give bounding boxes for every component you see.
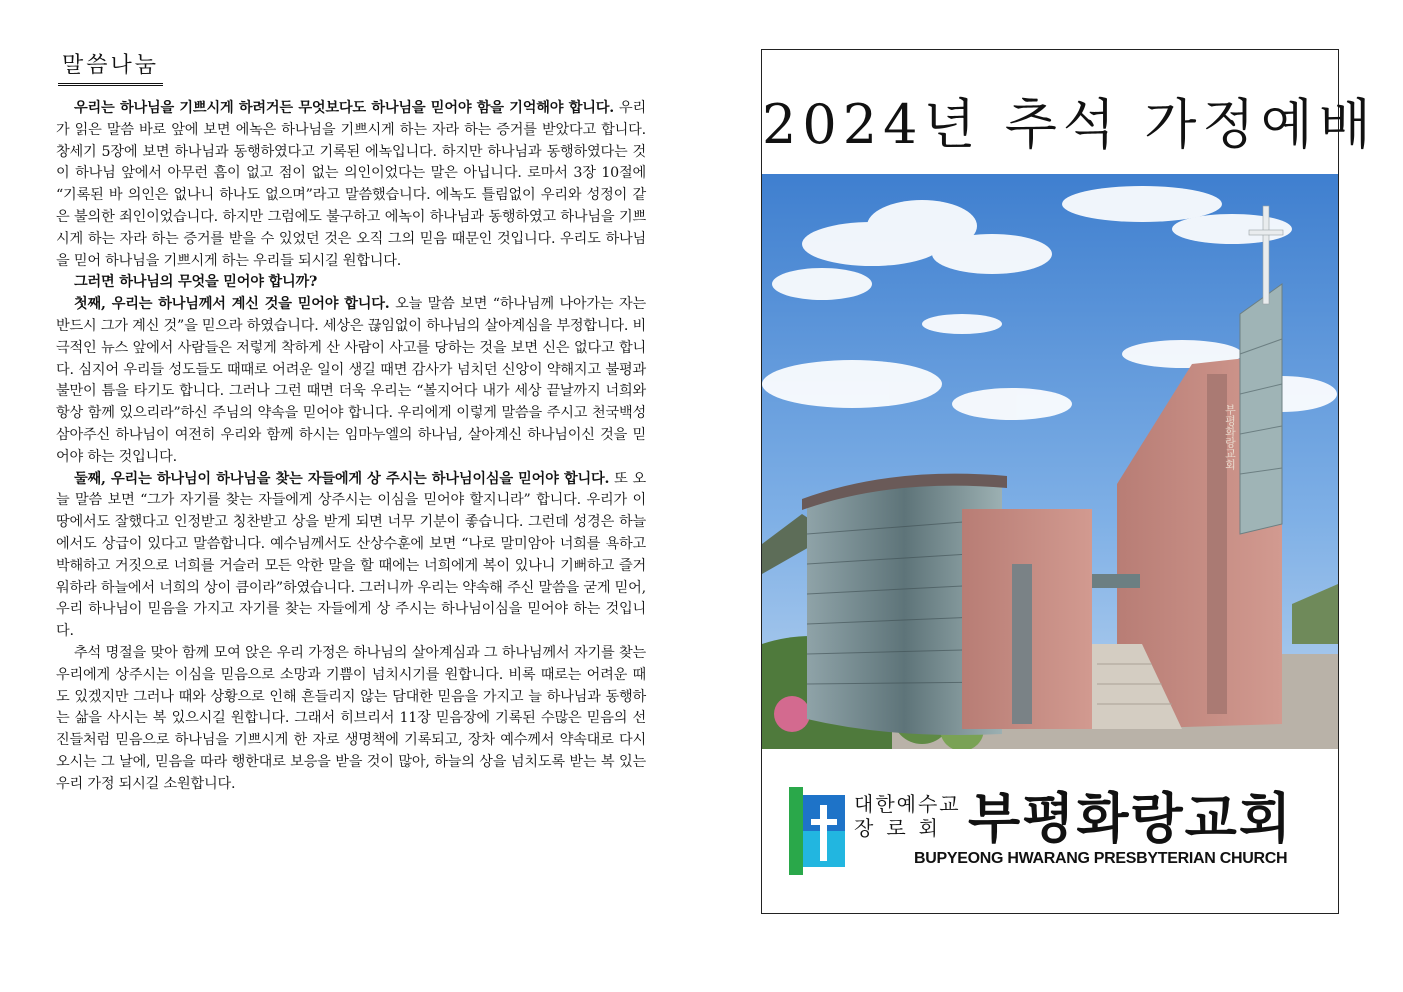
denomination bbox=[854, 792, 961, 840]
cover-page bbox=[761, 49, 1377, 914]
denomination-line-2: 장로회 bbox=[854, 816, 951, 840]
church-logo-block bbox=[762, 750, 1338, 914]
sermon-column bbox=[56, 46, 646, 796]
church-logo-icon bbox=[789, 787, 845, 879]
paragraph-2 bbox=[56, 272, 646, 294]
section-title: 말씀나눔 bbox=[58, 46, 163, 86]
paragraph-4-text: 또 오늘 말씀 보면 “그가 자기를 찾는 자들에게 상주시는 이심을 믿어야 할지니라” 합니다. 우리가 이 땅에서도 잘했다고 인정받고 칭찬받고 상을 받게 되면 너무 기분이 좋습니다. 그런데 성경은 하늘에서도 상급이 있다고 말씀합니다. 예수님께서도 산상수훈에 보면 “나로 말미암아 너희를 욕하고 박해하고 거짓으로 너희를 거슬러 모든 악한 말을 할 때에는 너희에게 복이 있나니 기뻐하고 즐거워하라 하늘에서 너희의 상이 큼이라”하였습니다. 그러니까 우리는 약속해 주신 말씀을 굳게 믿어, 우리 하나님이 믿음을 가지고 자기를 찾는 자들에게 상 주시는 하나님이심을 믿어야 하는 것입니다. bbox=[56, 470, 646, 640]
paragraph-5 bbox=[56, 643, 646, 796]
paragraph-4-lead: 둘째, 우리는 하나님이 하나님을 찾는 자들에게 상 주시는 하나님이심을 믿어야 합니다. bbox=[74, 470, 610, 487]
paragraph-5-text: 추석 명절을 맞아 함께 모여 앉은 우리 가정은 하나님의 살아계심과 그 하나님께서 자기를 찾는 우리에게 상주시는 이심을 믿음으로 소망과 기쁨이 넘치시기를 원합니다. 비록 때로는 어려운 때도 있겠지만 그러나 때와 상황으로 인해 흔들리지 않는 담대한 믿음을 가지고 늘 하나님과 동행하는 삶을 사시는 복 있으시길 원합니다. 그래서 히브리서 11장 믿음장에 기록된 수많은 믿음의 선진들처럼 믿음으로 하나님을 기쁘시게 한 자로 생명책에 기록되고, 장차 예수께서 약속대로 다시 오시는 그 날에, 믿음을 따라 행한대로 보응을 받을 것이 많아, 하늘의 상을 넘치도록 받는 복 있는 우리 가정 되시길 소원합니다. bbox=[56, 644, 646, 792]
paragraph-3-lead: 첫째, 우리는 하나님께서 계신 것을 믿어야 합니다. bbox=[74, 296, 390, 313]
building-sign: 부평화랑교회 bbox=[1223, 404, 1237, 470]
paragraph-3-text: 오늘 말씀 보면 “하나님께 나아가는 자는 반드시 그가 계신 것”을 믿으라 하였습니다. 세상은 끊임없이 하나님의 살아계심을 부정합니다. 비극적인 뉴스 앞에서 사람들은 저렇게 착하게 산 사람이 사고를 당하는 것을 보면 신은 없다고 합니다. 심지어 우리들 성도들도 때때로 어려운 일이 생길 때면 감사가 넘치던 신앙이 약해지고 불평과 불만이 틈을 타기도 합니다. 그러나 그런 때면 더욱 우리는 “볼지어다 내가 세상 끝날까지 너희와 항상 함께 있으리라”하신 주님의 약속을 믿어야 합니다. 우리에게 이렇게 말씀을 주시고 천국백성 삼아주신 하나님이 여전히 우리와 함께 하시는 임마누엘의 하나님, 살아계신 하나님이신 것을 믿어야 하는 것입니다. bbox=[56, 296, 646, 465]
denomination-line-1: 대한예수교 bbox=[854, 792, 961, 816]
church-photo bbox=[762, 174, 1338, 749]
cover-title: 2024년 추석 가정예배 bbox=[762, 93, 1377, 156]
paragraph-3 bbox=[56, 294, 646, 468]
church-name: 부평화랑교회 bbox=[968, 787, 1293, 850]
sermon-body bbox=[56, 98, 646, 796]
paragraph-2-lead: 그러면 하나님의 무엇을 믿어야 합니까? bbox=[74, 274, 318, 291]
church-building-illustration bbox=[762, 174, 1338, 749]
paragraph-1-lead: 우리는 하나님을 기쁘시게 하려거든 무엇보다도 하나님을 믿어야 함을 기억해야 합니다. bbox=[74, 100, 614, 116]
paragraph-1-text: 우리가 읽은 말씀 바로 앞에 보면 에녹은 하나님을 기쁘시게 하는 자라 하는 증거를 받았다고 합니다. 창세기 5장에 보면 하나님과 동행하였다고 기록된 에녹입니다. 하지만 하나님과 동행하였다는 것이 하나님 앞에서 아무런 흠이 없고 점이 없는 의인이었다는 말은 아닙니다. 로마서 3장 10절에 “기록된 바 의인은 없나니 하나도 없으며”라고 말씀했습니다. 에녹도 틀림없이 우리와 성정이 같은 불의한 죄인이었습니다. 하지만 그럼에도 불구하고 에녹이 하나님과 동행하였고 하나님을 기쁘시게 하는 자라 하는 증거를 받을 수 있었던 것은 오직 그의 믿음 때문인 것입니다. 우리도 하나님을 믿어 하나님을 기쁘시게 하는 우리들 되시길 원합니다. bbox=[56, 100, 646, 269]
glass-tower bbox=[1240, 284, 1282, 534]
paragraph-4 bbox=[56, 469, 646, 643]
paragraph-1 bbox=[56, 98, 646, 272]
church-name-english: BUPYEONG HWARANG PRESBYTERIAN CHURCH bbox=[914, 850, 1288, 867]
